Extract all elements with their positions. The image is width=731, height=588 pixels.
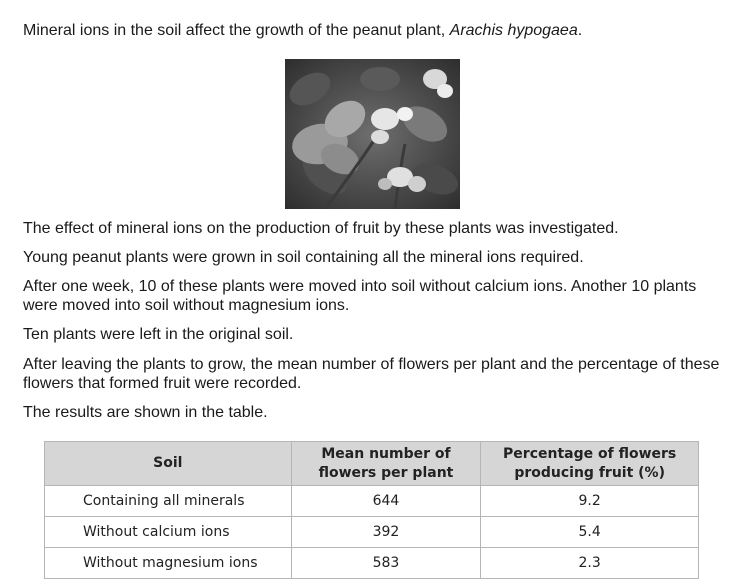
intro-after: . bbox=[577, 22, 583, 39]
table-row bbox=[45, 486, 699, 517]
paragraph-1: The effect of mineral ions on the production of fruit by these plants was investigated. bbox=[23, 220, 619, 237]
percentage-cell: 5.4 bbox=[481, 517, 699, 548]
mean-flowers-cell: 392 bbox=[291, 517, 481, 548]
species-name: Arachis hypogaea bbox=[449, 22, 578, 39]
header-pct-line-1: Percentage of flowers bbox=[503, 445, 677, 462]
header-mean-line-1: Mean number of bbox=[321, 445, 451, 462]
table-row bbox=[45, 548, 699, 579]
paragraph-2: Young peanut plants were grown in soil containing all the mineral ions required. bbox=[23, 249, 584, 266]
percentage-cell: 9.2 bbox=[481, 486, 699, 517]
paragraph-4: Ten plants were left in the original soil. bbox=[23, 326, 294, 343]
mean-flowers-cell: 583 bbox=[291, 548, 481, 579]
header-percentage-fruit bbox=[481, 442, 699, 486]
soil-cell: Without calcium ions bbox=[45, 517, 292, 548]
paragraph-6: The results are shown in the table. bbox=[23, 404, 268, 421]
percentage-cell: 2.3 bbox=[481, 548, 699, 579]
header-soil-label: Soil bbox=[153, 455, 183, 471]
paragraph-5: After leaving the plants to grow, the mean number of flowers per plant and the percentage of these flowers that formed fruit were recorded. bbox=[23, 356, 720, 392]
table-row bbox=[45, 517, 699, 548]
paragraph-3: After one week, 10 of these plants were moved into soil without calcium ions. Another 10 plants were moved into soil without magnesium ions. bbox=[23, 278, 697, 314]
peanut-plant-image bbox=[285, 59, 460, 209]
header-mean-line-2: flowers per plant bbox=[318, 464, 454, 481]
peanut-plant-photo bbox=[285, 59, 460, 209]
mean-flowers-cell: 644 bbox=[291, 486, 481, 517]
header-soil bbox=[45, 442, 292, 486]
intro-before: Mineral ions in the soil affect the growth of the peanut plant, bbox=[23, 22, 450, 39]
results-table bbox=[44, 441, 699, 579]
intro-text bbox=[23, 21, 723, 40]
header-mean-flowers bbox=[291, 442, 481, 486]
header-pct-line-2: producing fruit (%) bbox=[514, 464, 665, 481]
soil-cell: Without magnesium ions bbox=[45, 548, 292, 579]
soil-cell: Containing all minerals bbox=[45, 486, 292, 517]
table-header-row bbox=[45, 442, 699, 486]
